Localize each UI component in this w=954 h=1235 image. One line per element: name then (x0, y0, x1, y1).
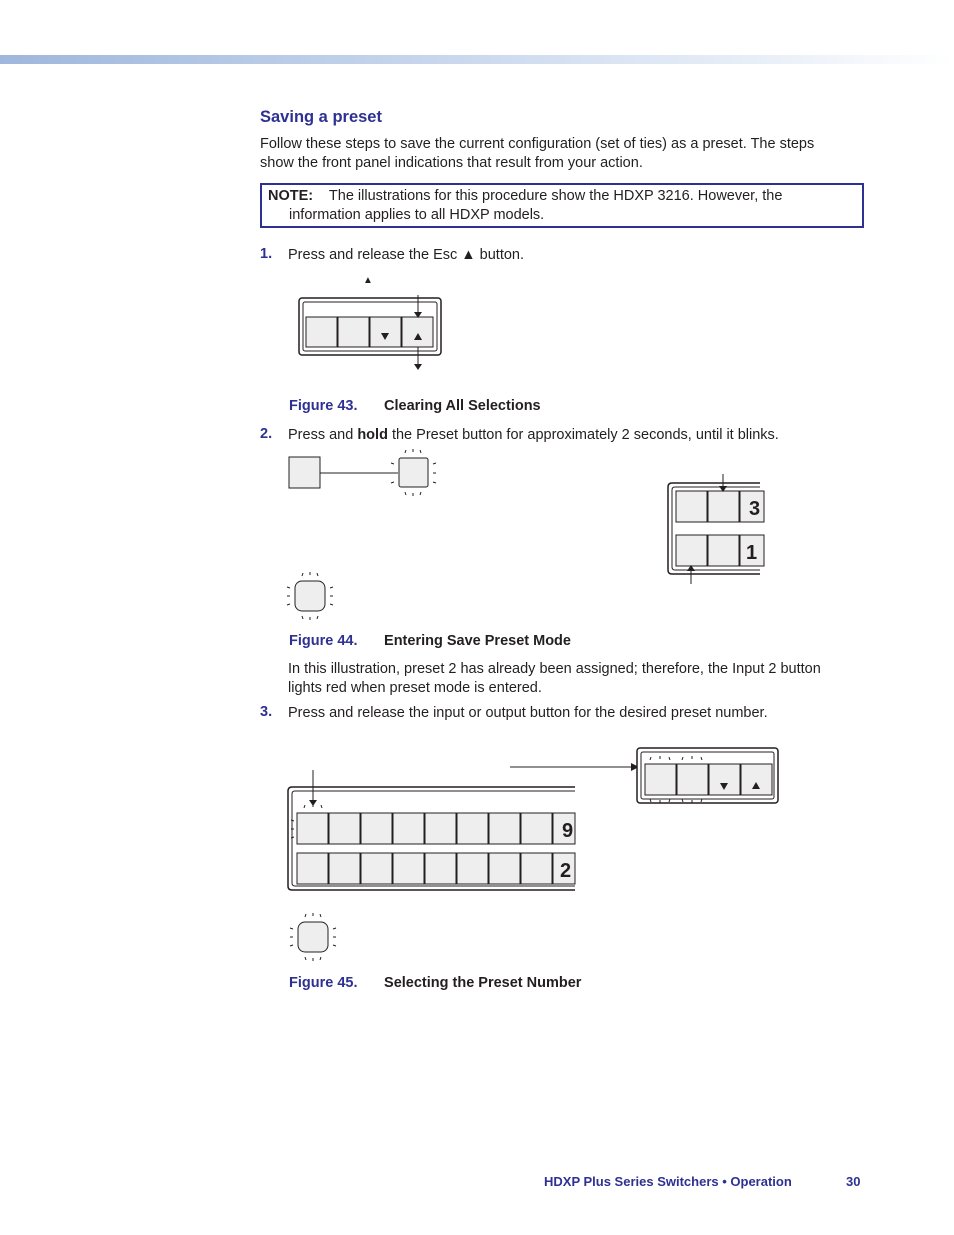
preset-button[interactable] (289, 457, 320, 488)
figure-43-caption (289, 398, 541, 414)
output-button-2[interactable] (329, 853, 360, 884)
blinking-indicator-icon (287, 572, 333, 620)
enter-button[interactable] (645, 764, 676, 795)
step-2-text: Press and hold the Preset button for approximately 2 seconds, until it blinks. (288, 427, 779, 443)
input-button-1[interactable] (297, 813, 328, 844)
input-button-3[interactable] (361, 813, 392, 844)
input-button-5[interactable] (425, 813, 456, 844)
blank-button-2[interactable] (338, 317, 369, 347)
note-box (260, 183, 864, 228)
blinking-indicator-icon (290, 913, 336, 961)
figure-44-number: Figure 44. (289, 633, 358, 649)
panel-button-bottom-2[interactable] (708, 535, 739, 566)
step-2-bold: hold (357, 427, 388, 443)
input-button-row (297, 813, 575, 844)
footer-title: HDXP Plus Series Switchers • Operation (544, 1174, 792, 1189)
panel-button-top-1[interactable] (676, 491, 707, 522)
step-3-text: Press and release the input or output button for the desired preset number. (288, 705, 768, 721)
input-button-2[interactable] (329, 813, 360, 844)
section-heading: Saving a preset (260, 108, 382, 126)
explanation-line-2: lights red when preset mode is entered. (288, 680, 542, 696)
figure-44-title: Entering Save Preset Mode (384, 633, 571, 649)
input-button-6[interactable] (457, 813, 488, 844)
intro-paragraph (260, 135, 860, 173)
preset-button[interactable] (677, 764, 708, 795)
panel-button-bottom-1[interactable] (676, 535, 707, 566)
intro-line-1: Follow these steps to save the current configuration (set of ties) as a preset. The steps (260, 136, 815, 152)
explanation-paragraph (288, 660, 858, 698)
input-button-4[interactable] (393, 813, 424, 844)
intro-line-2: show the front panel indications that result from your action. (260, 155, 643, 171)
figure-43-title: Clearing All Selections (384, 398, 541, 414)
down-button[interactable] (709, 764, 740, 795)
panel-button-top-2[interactable] (708, 491, 739, 522)
output-button-row (297, 853, 575, 884)
figure-45-title: Selecting the Preset Number (384, 975, 582, 991)
output-button-3[interactable] (361, 853, 392, 884)
output-button-8[interactable] (521, 853, 552, 884)
input-button-8[interactable] (521, 813, 552, 844)
figure-44-panel-illustration (664, 474, 764, 589)
pointer-arrowhead-icon (309, 800, 317, 806)
down-button[interactable] (370, 317, 401, 347)
figure-44-caption (289, 633, 571, 649)
panel-digit-top: 3 (749, 498, 761, 520)
figure-43-number: Figure 43. (289, 398, 358, 414)
page-number: 30 (846, 1174, 861, 1189)
blank-button-1[interactable] (306, 317, 337, 347)
step-2-number: 2. (260, 426, 273, 442)
input-button-7[interactable] (489, 813, 520, 844)
note-line-1: The illustrations for this procedure show the HDXP 3216. However, the (328, 188, 783, 204)
explanation-line-1: In this illustration, preset 2 has already been assigned; therefore, the Input 2 button (288, 661, 821, 677)
step-1-text: Press and release the Esc ▲ button. (288, 247, 525, 263)
output-button-1[interactable] (297, 853, 328, 884)
input-row-digit: 9 (562, 820, 574, 842)
figure-43-illustration (295, 268, 450, 378)
header-gradient-bar (0, 55, 954, 64)
figure-45-control-panel (505, 745, 785, 810)
panel-digit-bottom: 1 (746, 542, 758, 564)
output-button-5[interactable] (425, 853, 456, 884)
figure-45-caption (289, 975, 581, 991)
output-button-7[interactable] (489, 853, 520, 884)
figure-45-number: Figure 45. (289, 975, 358, 991)
esc-up-button[interactable] (402, 317, 433, 347)
pointer-arrowhead-bottom-icon (414, 364, 422, 370)
step-3-number: 3. (260, 704, 273, 720)
figure-43-up-glyph: ▲ (363, 275, 373, 286)
step-1-number: 1. (260, 246, 273, 262)
output-button-6[interactable] (457, 853, 488, 884)
output-button-4[interactable] (393, 853, 424, 884)
figure-44-preset-illustration (285, 450, 445, 620)
up-button[interactable] (741, 764, 772, 795)
note-line-2: information applies to all HDXP models. (289, 207, 545, 223)
output-row-digit: 2 (560, 860, 572, 882)
note-label: NOTE: (268, 188, 314, 204)
